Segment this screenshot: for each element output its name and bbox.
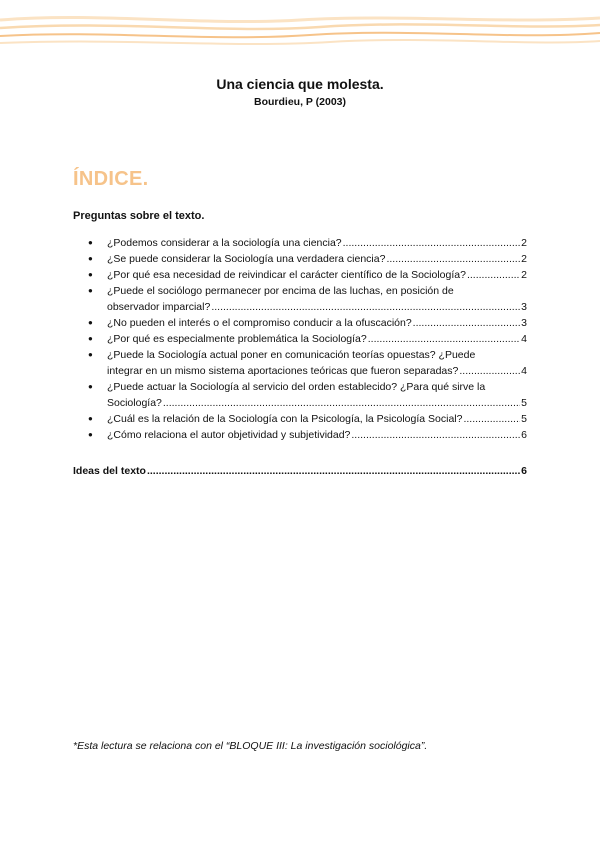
toc-item[interactable] xyxy=(73,427,527,443)
footnote: *Esta lectura se relaciona con el “BLOQUE III: La investigación sociológica”. xyxy=(73,740,428,752)
dot-leader xyxy=(351,427,520,443)
toc-item[interactable] xyxy=(73,283,527,315)
toc-item-text: ● ¿Puede el sociólogo permanecer por encima de las luchas, en posición de xyxy=(107,285,454,297)
toc-page-number: 2 xyxy=(521,253,527,265)
toc-page-number: 2 xyxy=(521,269,527,281)
toc-item[interactable] xyxy=(73,347,527,379)
toc-page-number: 4 xyxy=(521,365,527,377)
toc-item-text: ● ¿No pueden el interés o el compromiso conducir a la ofuscación? xyxy=(107,317,412,329)
toc-entry-label: Ideas del texto xyxy=(73,465,146,477)
toc-questions-list xyxy=(73,235,527,443)
toc-page-number: 5 xyxy=(521,413,527,425)
dot-leader xyxy=(463,411,520,427)
dot-leader xyxy=(343,235,521,251)
dot-leader xyxy=(368,331,520,347)
toc-item-text: ● ¿Por qué esa necesidad de reivindicar el carácter científico de la Sociología? xyxy=(107,269,466,281)
toc-item[interactable] xyxy=(73,411,527,427)
toc-item-text: integrar en un mismo sistema aportaciones teóricas que fueron separadas? xyxy=(107,365,459,377)
toc-item-text: observador imparcial? xyxy=(107,301,211,313)
dot-leader xyxy=(163,395,520,411)
index-heading: ÍNDICE. xyxy=(73,168,149,190)
dot-leader xyxy=(459,363,520,379)
toc-item-text: ● ¿Cómo relaciona el autor objetividad y subjetividad? xyxy=(107,429,351,441)
dot-leader xyxy=(386,251,520,267)
toc-item[interactable] xyxy=(73,379,527,411)
header-wave-decoration xyxy=(0,0,600,60)
toc-item-text: ● ¿Cuál es la relación de la Sociología con la Psicología, la Psicología Social? xyxy=(107,413,463,425)
toc-item-text: ● ¿Se puede considerar la Sociología una verdadera ciencia? xyxy=(107,253,386,265)
toc-item-text: ● ¿Puede actuar la Sociología al servicio del orden establecido? ¿Para qué sirve la xyxy=(107,381,486,393)
dot-leader xyxy=(413,315,520,331)
dot-leader xyxy=(467,267,520,283)
toc-item-text: ● ¿Puede la Sociología actual poner en comunicación teorías opuestas? ¿Puede xyxy=(107,349,476,361)
questions-section-heading: Preguntas sobre el texto. xyxy=(73,210,205,222)
dot-leader xyxy=(211,299,520,315)
toc-page-number: 3 xyxy=(521,301,527,313)
toc-page-number: 6 xyxy=(521,429,527,441)
toc-page-number: 5 xyxy=(521,397,527,409)
toc-item[interactable] xyxy=(73,251,527,267)
toc-item[interactable] xyxy=(73,235,527,251)
toc-item[interactable] xyxy=(73,315,527,331)
toc-page-number: 2 xyxy=(521,237,527,249)
toc-item-text: ● ¿Por qué es especialmente problemática la Sociología? xyxy=(107,333,367,345)
toc-item[interactable] xyxy=(73,267,527,283)
toc-item-text: ● ¿Podemos considerar a la sociología una ciencia? xyxy=(107,237,342,249)
toc-item[interactable] xyxy=(73,331,527,347)
dot-leader xyxy=(147,465,520,477)
toc-page-number: 6 xyxy=(521,465,527,477)
toc-page-number: 3 xyxy=(521,317,527,329)
toc-entry-ideas[interactable] xyxy=(73,465,527,477)
toc-item-text: Sociología? xyxy=(107,397,162,409)
toc-page-number: 4 xyxy=(521,333,527,345)
document-author: Bourdieu, P (2003) xyxy=(254,96,346,108)
document-title: Una ciencia que molesta. xyxy=(216,76,384,92)
